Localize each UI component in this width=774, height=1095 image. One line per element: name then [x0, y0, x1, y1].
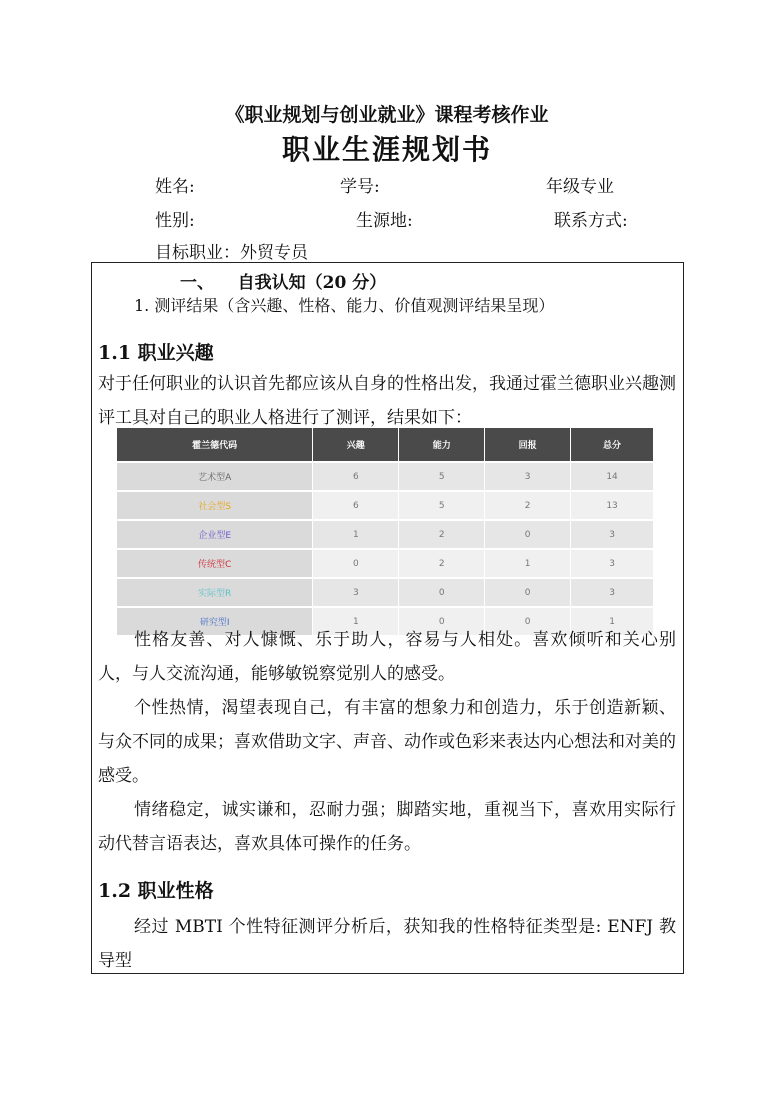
table-body [117, 461, 653, 635]
table-header-cell: 总分 [571, 428, 653, 461]
holland-code-cell: 传统型C [117, 548, 313, 577]
table-header-row [117, 428, 653, 461]
table-cell: 0 [485, 606, 571, 635]
grade-major-label: 年级专业 [546, 177, 614, 197]
table-cell: 5 [399, 490, 485, 519]
table-cell: 3 [313, 577, 399, 606]
holland-code-cell: 实际型R [117, 577, 313, 606]
table-row [117, 577, 653, 606]
table-cell: 2 [485, 490, 571, 519]
section-title: 一、 自我认知（20 分） [180, 273, 387, 293]
table-row [117, 548, 653, 577]
table-row [117, 490, 653, 519]
table-cell: 1 [485, 548, 571, 577]
table-cell: 1 [313, 519, 399, 548]
table-cell: 13 [571, 490, 653, 519]
table-header-cell: 能力 [399, 428, 485, 461]
table-cell: 0 [485, 577, 571, 606]
table-header-cell: 霍兰德代码 [117, 428, 313, 461]
table-row [117, 461, 653, 490]
student-id-label: 学号: [340, 177, 380, 197]
table-cell: 5 [399, 461, 485, 490]
table-cell: 1 [313, 606, 399, 635]
heading-career-personality: 1.2 职业性格 [98, 880, 214, 902]
table-row [117, 519, 653, 548]
table-header-cell: 兴趣 [313, 428, 399, 461]
holland-code-cell: 研究型I [117, 606, 313, 635]
table-cell: 3 [485, 461, 571, 490]
gender-label: 性别: [155, 211, 195, 231]
name-label: 姓名: [155, 177, 195, 197]
table-cell: 0 [399, 606, 485, 635]
table-cell: 14 [571, 461, 653, 490]
document-subtitle: 《职业规划与创业就业》课程考核作业 [225, 104, 549, 126]
personality-paragraph: 经过 MBTI 个性特征测评分析后，获知我的性格特征类型是: ENFJ 教导型 [98, 917, 676, 971]
holland-table [117, 428, 653, 635]
target-job: 目标职业：外贸专员 [155, 243, 308, 263]
holland-code-cell: 艺术型A [117, 461, 313, 490]
table-cell: 2 [399, 548, 485, 577]
table-cell: 0 [485, 519, 571, 548]
table-cell: 1 [571, 606, 653, 635]
table-cell: 6 [313, 461, 399, 490]
section-subtitle: 1. 测评结果（含兴趣、性格、能力、价值观测评结果呈现） [134, 296, 555, 315]
table-cell: 6 [313, 490, 399, 519]
table-cell: 0 [399, 577, 485, 606]
contact-label: 联系方式: [554, 211, 628, 231]
holland-code-cell: 社会型S [117, 490, 313, 519]
table-cell: 2 [399, 519, 485, 548]
interest-intro: 对于任何职业的认识首先都应该从自身的性格出发，我通过霍兰德职业兴趣测评工具对自己的职业人格进行了测评，结果如下： [98, 374, 676, 428]
interest-paragraph-2: 个性热情，渴望表现自己，有丰富的想象力和创造力，乐于创造新颖、与众不同的成果；喜欢借助文字、声音、动作或色彩来表达内心想法和对美的感受。 [98, 698, 676, 786]
table-cell: 3 [571, 548, 653, 577]
table-header-cell: 回报 [485, 428, 571, 461]
table-cell: 3 [571, 519, 653, 548]
origin-label: 生源地: [356, 211, 413, 231]
interest-paragraph-3: 情绪稳定，诚实谦和，忍耐力强；脚踏实地，重视当下，喜欢用实际行动代替言语表达，喜欢具体可操作的任务。 [98, 800, 676, 854]
document-title: 职业生涯规划书 [281, 133, 492, 166]
table-cell: 3 [571, 577, 653, 606]
holland-code-cell: 企业型E [117, 519, 313, 548]
heading-career-interest: 1.1 职业兴趣 [98, 342, 214, 364]
interest-paragraph-1: 性格友善、对人慷慨、乐于助人，容易与人相处。喜欢倾听和关心别人，与人交流沟通，能够敏锐察觉别人的感受。 [98, 630, 676, 684]
table-cell: 0 [313, 548, 399, 577]
